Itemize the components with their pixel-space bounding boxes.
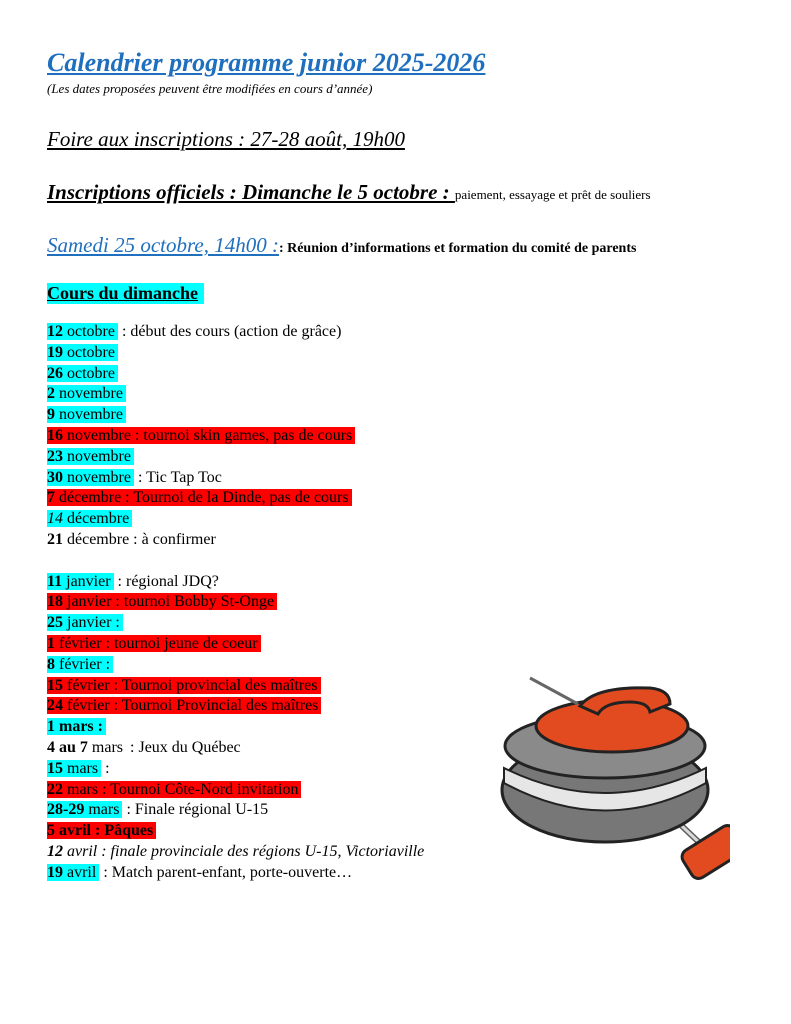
schedule-day: 4 au 7 xyxy=(47,738,88,756)
schedule-row xyxy=(47,717,427,738)
schedule-label: décembre : Tournoi de la Dinde, pas de cours xyxy=(55,489,349,507)
schedule-row xyxy=(47,364,427,385)
schedule-date xyxy=(47,656,113,673)
schedule-day: 1 xyxy=(47,718,55,736)
schedule-label: octobre xyxy=(63,323,115,340)
schedule-row xyxy=(47,592,427,613)
schedule-label: mars : Tournoi Côte-Nord invitation xyxy=(63,780,299,798)
schedule-date xyxy=(47,593,277,610)
schedule-date xyxy=(47,573,114,590)
schedule-day: 15 xyxy=(47,676,63,694)
schedule-note: : Finale régional U-15 xyxy=(122,801,269,819)
samedi-line xyxy=(47,233,636,258)
schedule-day: 26 xyxy=(47,364,63,382)
schedule-day: 21 xyxy=(47,530,63,548)
schedule-day: 25 xyxy=(47,614,63,632)
schedule-row xyxy=(47,821,427,842)
schedule-date xyxy=(47,677,321,694)
schedule-date xyxy=(47,406,126,423)
schedule-row xyxy=(47,634,427,655)
schedule-day: 12 xyxy=(47,323,63,340)
schedule-day: 22 xyxy=(47,780,63,798)
schedule-date xyxy=(47,365,118,382)
schedule-row xyxy=(47,572,427,593)
schedule-label: novembre xyxy=(55,385,123,403)
schedule-day: 7 xyxy=(47,489,55,507)
schedule-date xyxy=(47,864,99,881)
schedule-day: 12 xyxy=(47,842,63,860)
schedule-label: avril : finale provinciale des régions U-15, Victoriaville xyxy=(63,842,425,860)
schedule-day: 15 xyxy=(47,759,63,777)
schedule-date xyxy=(47,760,101,777)
schedule-row xyxy=(47,759,427,780)
schedule-day: 5 xyxy=(47,822,55,840)
schedule-label: janvier xyxy=(62,572,111,590)
inscriptions-detail: paiement, essayage et prêt de souliers xyxy=(454,187,651,202)
page-subtitle: (Les dates proposées peuvent être modifiées en cours d’année) xyxy=(47,81,373,96)
schedule-label: décembre : à confirmer xyxy=(63,530,216,548)
schedule-row xyxy=(47,676,427,697)
schedule-row xyxy=(47,405,427,426)
schedule-date xyxy=(47,801,122,818)
schedule-label: janvier : xyxy=(63,614,120,632)
schedule-row xyxy=(47,655,427,676)
schedule-date xyxy=(47,718,106,735)
schedule-day: 19 xyxy=(47,343,63,361)
schedule-label: février : xyxy=(55,655,111,673)
schedule-day: 14 xyxy=(47,510,63,528)
schedule-row xyxy=(47,800,427,821)
schedule-row xyxy=(47,842,427,863)
schedule-date xyxy=(47,614,123,631)
schedule-date xyxy=(47,510,132,527)
inscriptions-main: Inscriptions officiels : Dimanche le 5 octobre : xyxy=(47,180,455,204)
page-title: Calendrier programme junior 2025-2026 xyxy=(47,48,486,77)
schedule-label: novembre xyxy=(63,468,131,486)
schedule-label: mars xyxy=(87,738,124,756)
schedule-day: 11 xyxy=(47,572,63,590)
schedule-day: 30 xyxy=(47,468,63,486)
schedule-day: 19 xyxy=(47,863,63,881)
schedule-day: 28-29 xyxy=(47,801,85,819)
schedule-row xyxy=(47,738,427,759)
schedule-label: novembre xyxy=(55,406,123,424)
schedule-date xyxy=(47,489,352,506)
samedi-main: Samedi 25 octobre, 14h00 : xyxy=(47,233,279,257)
schedule-row xyxy=(47,384,427,405)
schedule-list xyxy=(47,322,427,884)
schedule-date xyxy=(47,739,126,756)
schedule-day: 24 xyxy=(47,697,63,715)
schedule-label: octobre xyxy=(63,343,115,361)
schedule-date xyxy=(47,531,219,548)
cours-heading: Cours du dimanche xyxy=(47,283,204,304)
schedule-day: 1 xyxy=(47,634,55,652)
schedule-label: février : tournoi jeune de coeur xyxy=(55,634,258,652)
schedule-label: février : Tournoi provincial des maîtres xyxy=(63,676,318,694)
schedule-date xyxy=(47,469,134,486)
schedule-date xyxy=(47,697,321,714)
schedule-date xyxy=(47,822,156,839)
schedule-row xyxy=(47,447,427,468)
curling-stone-icon xyxy=(500,668,730,893)
schedule-note: : Jeux du Québec xyxy=(126,738,241,756)
schedule-label: avril xyxy=(63,863,97,881)
schedule-row xyxy=(47,468,427,489)
schedule-row xyxy=(47,322,427,343)
schedule-label: mars xyxy=(63,759,99,777)
schedule-note: : début des cours (action de grâce) xyxy=(117,323,342,340)
schedule-day: 23 xyxy=(47,447,63,465)
schedule-label: novembre xyxy=(63,447,131,465)
schedule-note: : Match parent-enfant, porte-ouverte… xyxy=(99,863,353,881)
schedule-date xyxy=(47,843,427,860)
schedule-label: janvier : tournoi Bobby St-Onge xyxy=(63,593,275,611)
schedule-row xyxy=(47,509,427,530)
schedule-row xyxy=(47,530,427,551)
schedule-date xyxy=(47,635,261,652)
schedule-date xyxy=(47,344,118,361)
schedule-date xyxy=(47,781,301,798)
schedule-label: mars xyxy=(84,801,120,819)
schedule-label: octobre xyxy=(63,364,115,382)
schedule-date xyxy=(47,427,355,444)
inscriptions-line xyxy=(47,180,651,205)
schedule-day: 18 xyxy=(47,593,63,611)
schedule-label: avril : Pâques xyxy=(55,822,154,840)
schedule-label: décembre xyxy=(63,510,130,528)
schedule-row xyxy=(47,343,427,364)
foire-line: Foire aux inscriptions : 27-28 août, 19h00 xyxy=(47,127,405,151)
schedule-label: mars : xyxy=(55,718,103,736)
schedule-row xyxy=(47,613,427,634)
samedi-detail: : Réunion d’informations et formation du comité de parents xyxy=(278,241,637,256)
schedule-day: 2 xyxy=(47,385,55,403)
schedule-row xyxy=(47,696,427,717)
schedule-label: novembre : tournoi skin games, pas de cours xyxy=(63,426,353,444)
schedule-day: 8 xyxy=(47,655,55,673)
schedule-date xyxy=(47,448,134,465)
schedule-row xyxy=(47,426,427,447)
schedule-date xyxy=(47,385,126,402)
schedule-day: 9 xyxy=(47,406,55,424)
schedule-note: : xyxy=(101,759,110,777)
schedule-day: 16 xyxy=(47,426,63,444)
schedule-date xyxy=(47,323,118,340)
schedule-row xyxy=(47,488,427,509)
schedule-row xyxy=(47,863,427,884)
schedule-note: : régional JDQ? xyxy=(113,572,219,590)
schedule-label: février : Tournoi Provincial des maîtres xyxy=(63,697,319,715)
schedule-note: : Tic Tap Toc xyxy=(133,468,222,486)
schedule-row xyxy=(47,780,427,801)
